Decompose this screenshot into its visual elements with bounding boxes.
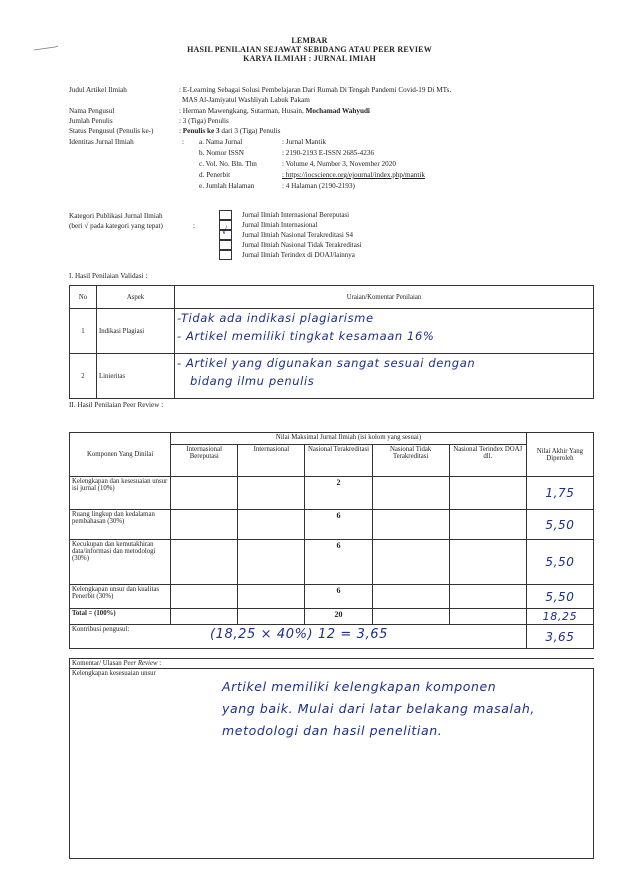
kategori-option[interactable]: √ Jurnal Ilmiah Nasional Terakreditasi S4 bbox=[221, 225, 353, 239]
table-row bbox=[70, 585, 594, 609]
row-no: 2 bbox=[70, 354, 97, 399]
sub-header: Nasional Terindex DOAJ dll. bbox=[449, 445, 526, 477]
handwritten-score: 1,75 bbox=[545, 486, 575, 500]
judul-label: Judul Artikel Ilmiah bbox=[69, 86, 127, 94]
akhir-cell bbox=[526, 477, 593, 510]
akhir-cell bbox=[526, 540, 593, 585]
handwritten-comment: - Artikel yang digunakan sangat sesuai dengan bbox=[177, 356, 476, 370]
row-aspek: Linieritas bbox=[97, 354, 175, 399]
row-comment bbox=[175, 354, 594, 399]
title-hasil-penilaian: HASIL PENILAIAN SEJAWAT SEBIDANG ATAU PEER REVIEW bbox=[187, 45, 432, 54]
checkbox-checked[interactable] bbox=[219, 225, 232, 240]
komentar-title: Komentar/ Ulasan Peer Review : bbox=[70, 659, 594, 669]
identitas-item-value: : 4 Halaman (2190-2193) bbox=[282, 182, 355, 190]
handwritten-comment: - Artikel memiliki tingkat kesamaan 16% bbox=[177, 329, 435, 343]
identitas-item-label: e. Jumlah Halaman bbox=[199, 182, 255, 190]
identitas-item-label: a. Nama Jurnal bbox=[199, 138, 243, 146]
section-peer-title: II. Hasil Penilaian Peer Review : bbox=[69, 401, 164, 409]
table-row bbox=[70, 354, 594, 399]
komponen-cell: Kecukupan dan kemutakhiran data/informasi dan metodologi (30%) bbox=[70, 540, 171, 585]
checkbox[interactable] bbox=[219, 250, 232, 260]
handwritten-comment: -Tidak ada indikasi plagiarisme bbox=[177, 311, 374, 325]
jumlah-label: Jumlah Penulis bbox=[69, 117, 113, 125]
total-nasional: 20 bbox=[305, 609, 372, 625]
akhir-cell bbox=[526, 510, 593, 540]
title-lembar: LEMBAR bbox=[291, 36, 328, 45]
komponen-cell: Kelengkapan unsur dan kualitas Penerbit (30%) bbox=[70, 585, 171, 609]
kategori-colon: : bbox=[193, 222, 195, 230]
nasional-cell: 2 bbox=[305, 477, 372, 510]
kategori-option[interactable]: Jurnal Ilmiah Internasional bbox=[219, 220, 362, 230]
total-label: Total = (100%) bbox=[70, 609, 171, 625]
kategori-option[interactable]: Jurnal Ilmiah Internasional Bereputasi bbox=[219, 210, 362, 220]
title-karya-ilmiah: KARYA ILMIAH : JURNAL IMIAH bbox=[243, 54, 376, 63]
col-nilai-maksimal: Nilai Maksimal Jurnal Ilmiah (isi kolom yang sesuai) bbox=[171, 433, 527, 445]
col-komponen: Komponen Yang Dinilai bbox=[70, 433, 171, 477]
handwritten-comment: yang baik. Mulai dari latar belakang masalah, bbox=[222, 701, 535, 716]
sub-header: Nasional Tidak Terakreditasi bbox=[372, 445, 449, 477]
komponen-cell: Kelengkapan dan kesesuaian unsur isi jurnal (10%) bbox=[70, 477, 171, 510]
komponen-cell: Ruang lingkup dan kedalaman pembahasan (30%) bbox=[70, 510, 171, 540]
identitas-item-value: : Jurnal Mantik bbox=[282, 138, 326, 146]
col-uraian: Uraian/Komentar Penilaian bbox=[175, 286, 594, 309]
row-aspek: Indikasi Plagiasi bbox=[97, 309, 175, 354]
peer-review-table bbox=[69, 432, 594, 649]
kontribusi-label: Kontribusi pengusul: bbox=[72, 626, 130, 633]
judul-value-2: MAS Al-Jamiyatul Washliyah Labuk Pakam bbox=[182, 96, 310, 104]
table-row bbox=[70, 540, 594, 585]
kontribusi-row bbox=[70, 625, 594, 649]
kategori-label: Kategori Publikasi Jurnal Ilmiah bbox=[69, 212, 163, 220]
handwritten-comment: Artikel memiliki kelengkapan komponen bbox=[222, 679, 497, 694]
col-aspek: Aspek bbox=[97, 286, 175, 309]
komentar-body bbox=[70, 669, 594, 859]
total-row bbox=[70, 609, 594, 625]
kategori-option[interactable]: Jurnal Ilmiah Terindex di DOAJ/lainnya bbox=[219, 250, 362, 260]
table-row bbox=[70, 510, 594, 540]
akhir-cell bbox=[526, 585, 593, 609]
sub-header: Nasional Terakreditasi bbox=[305, 445, 372, 477]
identitas-colon: : bbox=[182, 138, 184, 146]
kategori-option[interactable]: Jurnal Ilmiah Nasional Tidak Terakreditasi bbox=[219, 240, 362, 250]
pengusul-value: : Herman Mawengkang, Sutarman, Husain, Mochamad Wahyudi bbox=[179, 107, 370, 115]
handwritten-score: 5,50 bbox=[545, 589, 575, 604]
row-comment bbox=[175, 309, 594, 354]
col-no: No bbox=[70, 286, 97, 309]
handwritten-score: 5,50 bbox=[545, 517, 575, 532]
kontribusi-cell bbox=[70, 625, 527, 649]
penerbit-link[interactable]: : https://iocscience.org/ejournal/index.php/mantik bbox=[282, 171, 425, 179]
komentar-table bbox=[69, 658, 594, 859]
identitas-item-label: d. Penerbit bbox=[199, 171, 231, 179]
nasional-cell: 6 bbox=[305, 585, 372, 609]
sub-header: Internasional bbox=[238, 445, 305, 477]
jumlah-value: : 3 (Tiga) Penulis bbox=[179, 117, 229, 125]
handwritten-formula: (18,25 × 40%) 12 = 3,65 bbox=[210, 627, 388, 642]
handwritten-score: 18,25 bbox=[542, 610, 578, 623]
identitas-item-value: : 2190-2193 E-ISSN 2685-4236 bbox=[282, 149, 375, 157]
total-akhir bbox=[526, 609, 593, 625]
handwritten-comment: metodologi dan hasil penelitian. bbox=[222, 723, 443, 738]
section-validasi-title: I. Hasil Penilaian Validasi : bbox=[69, 272, 148, 280]
kontribusi-akhir bbox=[526, 625, 593, 649]
checkbox[interactable] bbox=[219, 240, 232, 250]
checkbox[interactable] bbox=[219, 210, 232, 220]
identitas-item-value: : Volume 4, Number 3, November 2020 bbox=[282, 160, 396, 168]
row-no: 1 bbox=[70, 309, 97, 354]
validasi-table bbox=[69, 285, 594, 399]
identitas-label: Identitas Jurnal Ilmiah bbox=[69, 138, 134, 146]
judul-value-1: : E-Learning Sebagai Solusi Pembelajaran Dari Rumah Di Tengah Pandemi Covid-19 Di MTs. bbox=[179, 86, 452, 94]
check-mark-icon: √ bbox=[221, 225, 228, 238]
kategori-options bbox=[219, 210, 362, 260]
status-label: Status Pengusul (Penulis ke-) bbox=[69, 127, 154, 135]
identitas-item-label: b. Nomor ISSN bbox=[199, 149, 244, 157]
table-row bbox=[70, 477, 594, 510]
status-value: : Penulis ke 3 dari 3 (Tiga) Penulis bbox=[179, 127, 281, 135]
handwritten-score: 5,50 bbox=[545, 555, 575, 569]
nasional-cell: 6 bbox=[305, 510, 372, 540]
identitas-item-label: c. Vol. No. Bln. Thn bbox=[199, 160, 257, 168]
handwritten-comment: bidang ilmu penulis bbox=[190, 374, 315, 388]
pengusul-label: Nama Pengusul bbox=[69, 107, 115, 115]
sub-header: Internasional Bereputasi bbox=[171, 445, 238, 477]
table-row bbox=[70, 309, 594, 354]
nasional-cell: 6 bbox=[305, 540, 372, 585]
kategori-instruction: (beri √ pada kategori yang tepat) bbox=[69, 222, 163, 230]
handwritten-score: 3,65 bbox=[545, 629, 575, 644]
komentar-aspect: Kelengkapan kesesuaian unsur bbox=[72, 670, 156, 677]
col-nilai-akhir: Nilai Akhir Yang Diperoleh bbox=[526, 433, 593, 477]
